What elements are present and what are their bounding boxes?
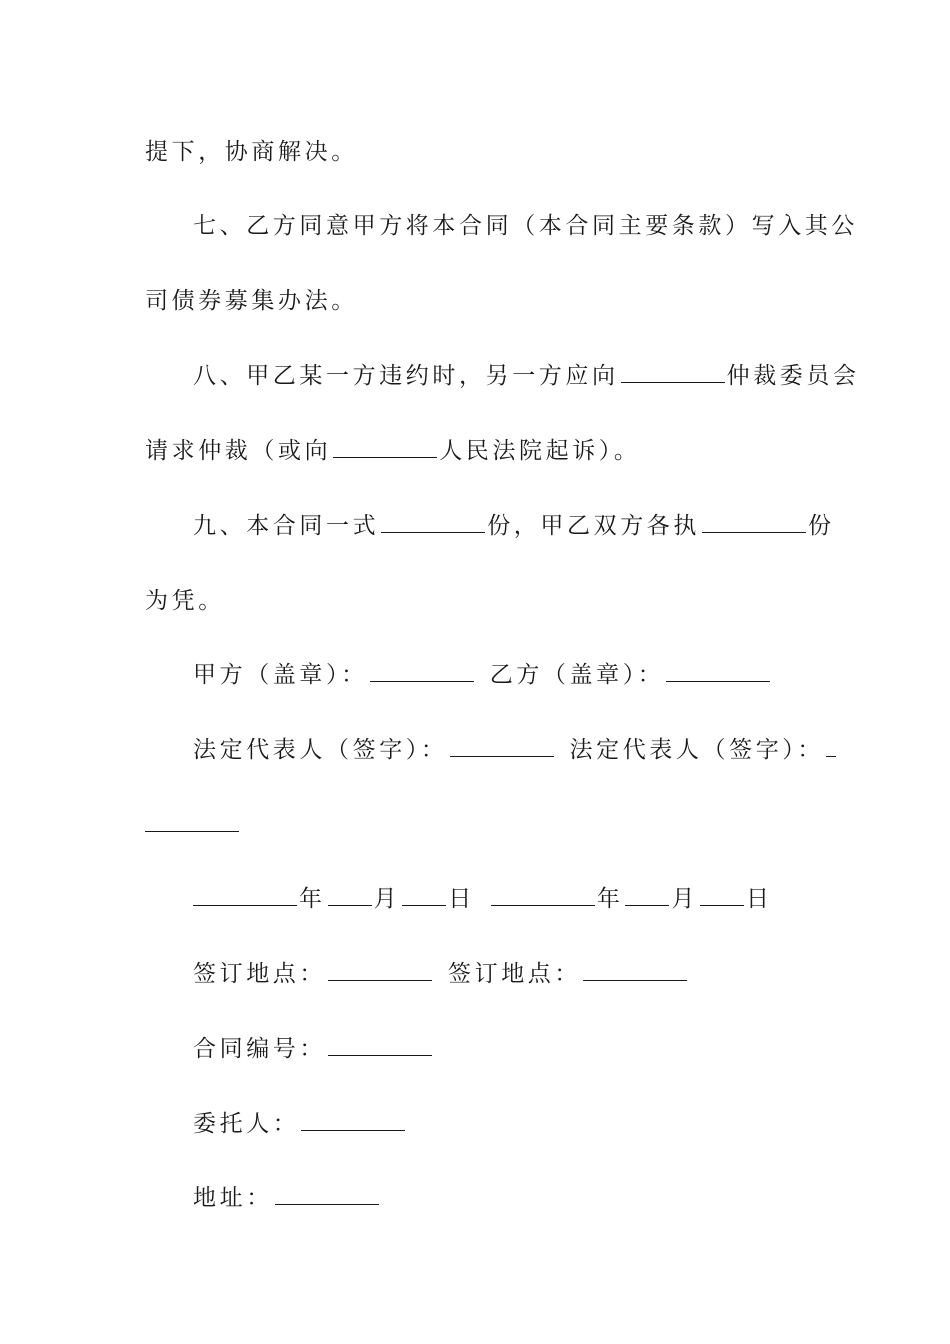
year-b-blank[interactable] (491, 885, 595, 906)
party-b-seal-label: 乙方（盖章）： (489, 662, 665, 688)
clause-eight (193, 361, 860, 391)
seal-row (193, 660, 772, 690)
contract-no-blank[interactable] (328, 1035, 432, 1056)
address-label: 地址： (193, 1185, 273, 1211)
legal-rep-a-label: 法定代表人（签字）： (193, 737, 448, 763)
text-l6a: 九、本合同一式 (193, 513, 380, 539)
sign-place-b-blank[interactable] (583, 960, 687, 981)
address-blank[interactable] (275, 1184, 379, 1205)
text-l4b: 仲裁委员会 (726, 363, 860, 389)
text-l5a: 请求仲裁（或向 (145, 438, 332, 464)
contract-no-row (193, 1034, 434, 1064)
address-row (193, 1183, 381, 1213)
month-a-blank[interactable] (328, 885, 372, 906)
date-row (193, 884, 773, 914)
party-a-seal-label: 甲方（盖章）： (193, 662, 368, 688)
month-b-blank[interactable] (625, 885, 669, 906)
day-a-blank[interactable] (402, 885, 446, 906)
copies-total-blank[interactable] (381, 512, 485, 533)
sign-place-a-label: 签订地点： (193, 961, 326, 987)
text-l3: 司债券募集办法。 (145, 288, 358, 314)
legal-rep-row (193, 735, 838, 765)
legal-rep-b-label: 法定代表人（签字）： (569, 737, 824, 763)
court-blank[interactable] (333, 437, 437, 458)
legal-rep-continuation (145, 810, 241, 840)
year-a-blank[interactable] (193, 885, 297, 906)
agent-label: 委托人： (193, 1111, 300, 1137)
party-b-seal-blank[interactable] (666, 661, 770, 682)
clause-nine (193, 511, 835, 541)
month-label: 月 (373, 886, 401, 912)
paragraph-line (145, 137, 358, 167)
day-label: 日 (448, 886, 475, 912)
text-l5b: 人民法院起诉）。 (439, 438, 641, 464)
clause-seven (193, 211, 858, 241)
text-l6b: 份，甲乙双方各执 (487, 513, 701, 539)
month-label: 月 (671, 886, 699, 912)
agent-row (193, 1109, 407, 1139)
sign-place-row (193, 959, 689, 989)
paragraph-line (145, 286, 358, 316)
text-l6c: 份 (808, 513, 835, 539)
text-l1: 提下，协商解决。 (145, 139, 358, 165)
legal-rep-b-blank-end[interactable] (145, 811, 239, 832)
paragraph-line (145, 436, 641, 466)
sign-place-b-label: 签订地点： (448, 961, 581, 987)
text-l4a: 八、甲乙某一方违约时，另一方应向 (193, 363, 619, 389)
contract-no-label: 合同编号： (193, 1036, 326, 1062)
copies-each-blank[interactable] (702, 512, 806, 533)
paragraph-line (145, 586, 225, 616)
legal-rep-b-blank-start[interactable] (826, 736, 836, 757)
agent-blank[interactable] (301, 1110, 405, 1131)
party-a-seal-blank[interactable] (370, 661, 474, 682)
legal-rep-a-blank[interactable] (450, 736, 554, 757)
year-label: 年 (299, 886, 326, 912)
day-label: 日 (746, 886, 773, 912)
text-l2: 七、乙方同意甲方将本合同（本合同主要条款）写入其公 (193, 213, 858, 239)
year-label: 年 (596, 886, 624, 912)
day-b-blank[interactable] (700, 885, 744, 906)
sign-place-a-blank[interactable] (328, 960, 432, 981)
arbitration-committee-blank[interactable] (621, 362, 725, 383)
text-l7: 为凭。 (145, 588, 225, 614)
